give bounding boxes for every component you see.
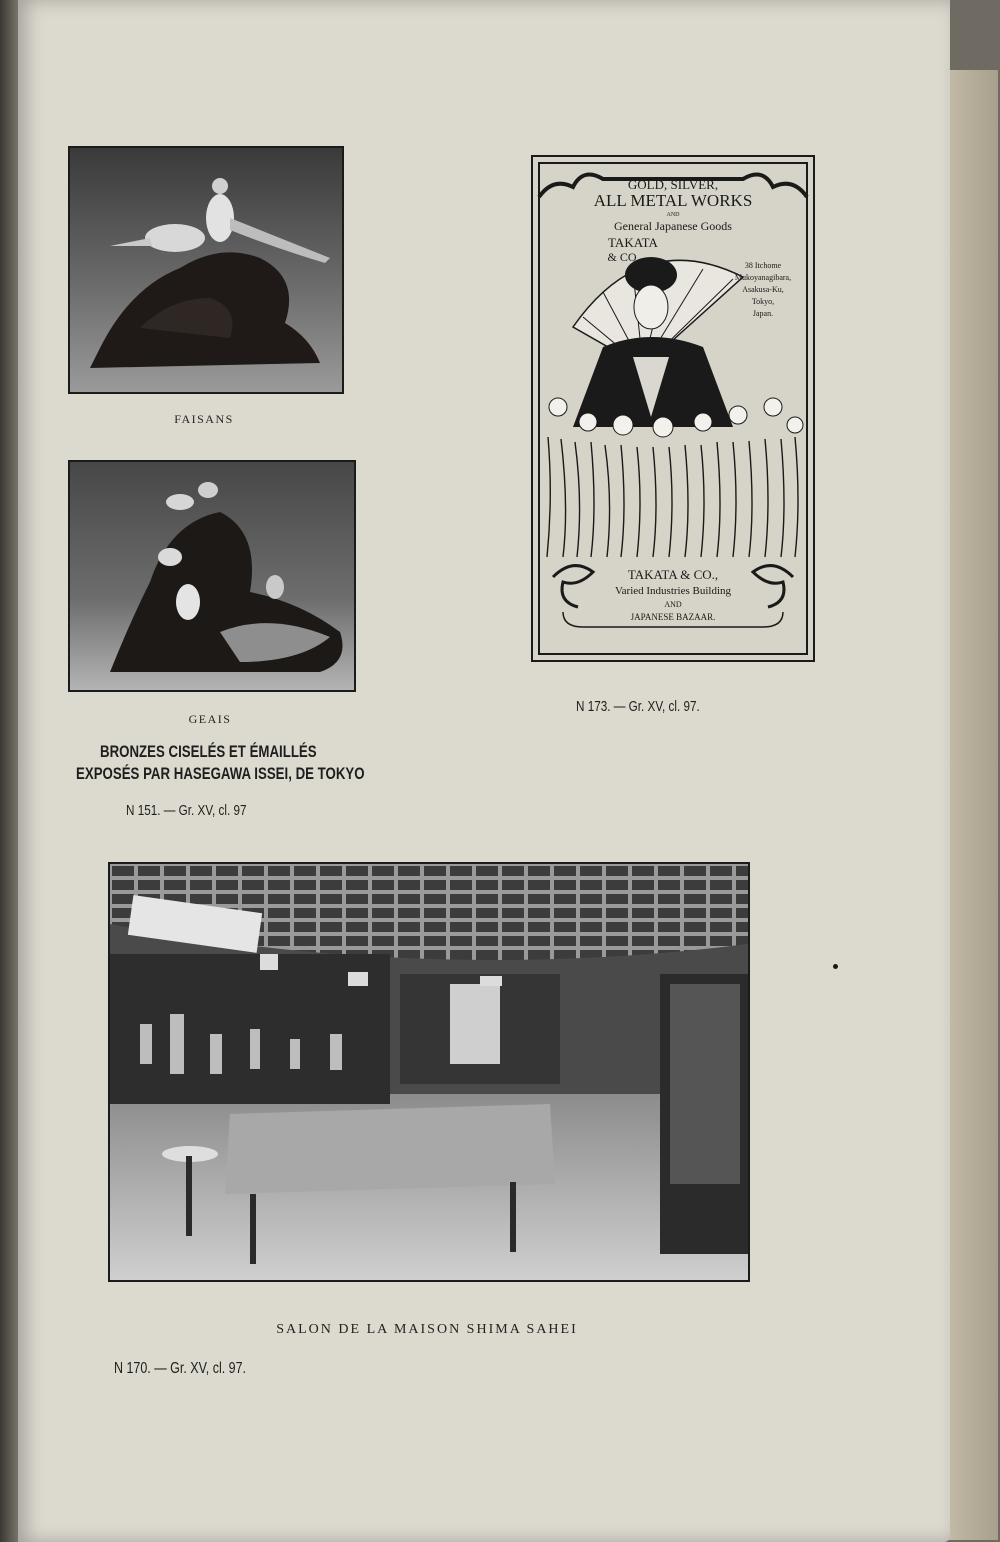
poster-goods: General Japanese Goods (614, 219, 732, 233)
poster-company2: & CO., (607, 250, 643, 264)
poster-headline1: GOLD, SILVER, (627, 177, 719, 192)
bronzes-title-line1: BRONZES CISELÉS ET ÉMAILLÉS (100, 742, 317, 761)
ink-dot (833, 964, 838, 969)
takata-poster (531, 155, 815, 662)
poster-addr5: Japan. (752, 309, 774, 318)
bronzes-title-line2: EXPOSÉS PAR HASEGAWA ISSEI, DE TOKYO (76, 764, 365, 783)
salon-plate-number: N 170. — Gr. XV, cl. 97. (114, 1360, 247, 1377)
poster-plate-number: N 173. — Gr. XV, cl. 97. (576, 698, 700, 715)
caption-geais: GEAIS (188, 712, 232, 726)
caption-salon: SALON DE LA MAISON SHIMA SAHEI (276, 1322, 578, 1337)
poster-addr3: Asakusa-Ku, (742, 285, 784, 294)
photo-geais (68, 460, 356, 692)
caption-faisans: FAISANS (174, 412, 234, 426)
photo-faisans (68, 146, 344, 394)
poster-company1: TAKATA (608, 235, 658, 250)
poster-foot3: AND (664, 600, 682, 609)
poster-foot1: TAKATA & CO., (627, 567, 719, 582)
poster-foot2: Varied Industries Building (614, 585, 732, 597)
poster-foot4: JAPANESE BAZAAR. (630, 612, 716, 622)
photo-salon (108, 862, 750, 1282)
poster-and1: AND (666, 212, 680, 218)
poster-addr4: Tokyo, (751, 297, 775, 306)
catalog-page (18, 0, 950, 1542)
bronzes-plate-number: N 151. — Gr. XV, cl. 97 (126, 802, 247, 819)
poster-addr2: Mukoyanagibara, (734, 273, 792, 282)
poster-headline2: ALL METAL WORKS (593, 191, 753, 210)
poster-addr1: 38 Itchome (744, 261, 782, 270)
